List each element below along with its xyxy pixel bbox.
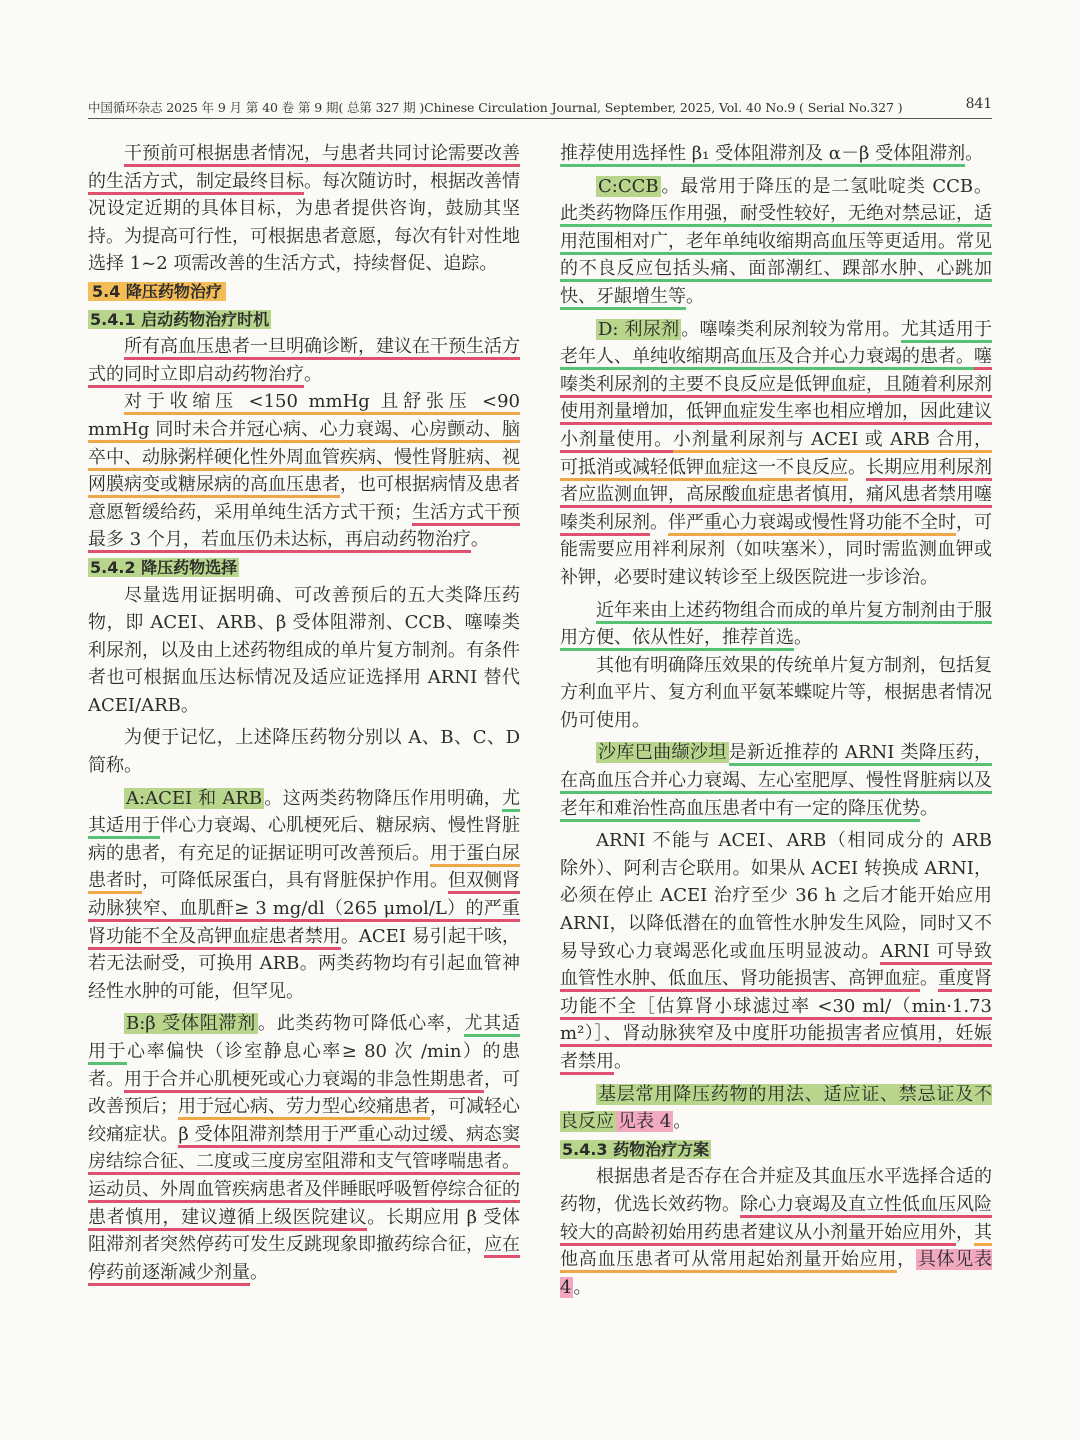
treatment-plan-paragraph: 根据患者是否存在合并症及其血压水平选择合适的药物，优选长效药物。除心力衰竭及直立性低血压风险较大的高龄初始用药患者建议从小剂量开始应用外，其他高血压患者可从常用起始剂量开始应用， 具体见表 4 。 bbox=[560, 1166, 993, 1298]
combination-paragraph: 近年来由上述药物组合而成的单片复方制剂由于服用方便、依从性好，推荐首选。 bbox=[560, 597, 992, 652]
beta-blocker-paragraph: B:β 受体阻滞剂 。此类药物可降低心率，尤其适用于心率偏快（诊室静息心率≥ 80 次 /min）的患者。用于合并心肌梗死或心力衰竭的非急性期患者，可改善预后；用于冠心病、劳力型心绞痛患者，可减轻心绞痛症状。β 受体阻滞剂禁用于严重心动过缓、病态窦房结综合征、二度或三度房室阻滞和支气管哮喘患者。运动员、外周血管疾病患者及伴睡眠呼吸暂停综合征的患者慎用，建议遵循上级医院建议。长期应用 β 受体阻滞剂者突然停药可发生反跳现象即撤药综合征，应在停药前逐渐减少剂量。 bbox=[88, 1010, 520, 1286]
underlined-text: 用于合并心肌梗死或心力衰竭的非急性期患者 bbox=[124, 1069, 484, 1093]
drug-classes-paragraph: 尽量选用证据明确、可改善预后的五大类降压药物，即 ACEI、ARB、β 受体阻滞剂、CCB、噻嗪类利尿剂，以及由上述药物组成的单片复方制剂。有条件者也可根据血压达标情况及适应证选择用 ARNI 替代 ACEI/ARB。 bbox=[88, 584, 520, 716]
acei-arb-paragraph: A:ACEI 和 ARB 。这两类药物降压作用明确，尤其适用于伴心力衰竭、心肌梗死后、糖尿病、慢性肾脏病的患者，有充足的证据证明可改善预后。用于蛋白尿患者时，可降低尿蛋白，具有肾脏保护作用。但双侧肾动脉狭窄、血肌酐≥ 3 mg/dl（265 μmol/L）的严重肾功能不全及高钾血症患者禁用。ACEI 易引起干咳，若无法耐受，可换用 ARB。两类药物均有引起血管神经性水肿的可能，但罕见。 bbox=[88, 787, 521, 1002]
running-header bbox=[88, 96, 992, 119]
underlined-text: 对于收缩压 <150 mmHg 且舒张压 <90 mmHg 同时未合并冠心病、心力衰竭、心房颤动、脑卒中、动脉粥样硬化性外周血管疾病、慢性肾脏病、视网膜病变或糖尿病的高血压患者 bbox=[88, 391, 520, 498]
section-heading-5-4-2: 5.4.2 降压药物选择 bbox=[90, 557, 238, 577]
underlined-text: 近年来由上述药物组合而成的单片复方制剂由于服用方便、依从性好，推荐首选 bbox=[560, 600, 992, 652]
underlined-text: 噻嗪类利尿剂的主要不良反应是低钾血症，且随着利尿剂使用剂量增加，低钾血症发生率也相应增加，因此建议小剂量使用。 bbox=[560, 346, 992, 453]
arni-paragraph: 沙库巴曲缬沙坦 是新近推荐的 ARNI 类降压药，在高血压合并心力衰竭、左心室肥厚、慢性肾脏病以及老年和难治性高血压患者中有一定的降压优势。 bbox=[560, 739, 992, 822]
underlined-text: β 受体阻滞剂禁用于严重心动过缓、病态窦房结综合征、二度或三度房室阻滞和支气管哮喘患者。运动员、外周血管疾病患者及伴睡眠呼吸暂停综合征的患者慎用，建议遵循上级医院建议 bbox=[88, 1124, 520, 1231]
underlined-text: 尤其适用于老年人、单纯收缩期高血压及合并心力衰竭的患者。 bbox=[560, 319, 992, 371]
highlight-label: D: 利尿剂 bbox=[598, 318, 680, 340]
deferral-paragraph: 对于收缩压 <150 mmHg 且舒张压 <90 mmHg 同时未合并冠心病、心力衰竭、心房颤动、脑卒中、动脉粥样硬化性外周血管疾病、慢性肾脏病、视网膜病变或糖尿病的高血压患者，也可根据病情及患者意愿暂缓给药，采用单纯生活方式干预；生活方式干预最多 3 个月，若血压仍未达标，再启动药物治疗。 bbox=[88, 388, 520, 554]
underlined-text: 但双侧肾动脉狭窄、血肌酐≥ 3 mg/dl（265 μmol/L）的严重肾功能不全及高钾血症患者禁用 bbox=[88, 870, 520, 949]
highlight-label: C:CCB bbox=[598, 175, 659, 197]
underlined-text: 除心力衰竭及直立性低血压风险较大的高龄初始用药患者建议从小剂量开始应用外 bbox=[560, 1194, 992, 1246]
highlight-table-ref: 见表 4 bbox=[618, 1111, 672, 1133]
section-heading-5-4: 5.4 降压药物治疗 bbox=[88, 278, 520, 306]
underlined-text: 其他高血压患者可从常用起始剂量开始应用 bbox=[560, 1222, 992, 1274]
section-heading-5-4-1: 5.4.1 启动药物治疗时机 bbox=[90, 309, 270, 329]
start-treatment-paragraph: 所有高血压患者一旦明确诊断，建议在干预生活方式的同时立即启动药物治疗。 bbox=[88, 333, 520, 388]
left-column bbox=[88, 140, 520, 1286]
underlined-text: 是新近推荐的 ARNI 类降压药，在高血压合并心力衰竭、左心室肥厚、慢性肾脏病以及老年和难治性高血压患者中有一定的降压优势 bbox=[560, 742, 992, 821]
right-column bbox=[560, 140, 992, 1301]
underlined-text: 伴严重心力衰竭或慢性肾功能不全时 bbox=[668, 512, 956, 536]
abbreviation-paragraph: 为便于记忆，上述降压药物分别以 A、B、C、D 简称。 bbox=[88, 727, 520, 777]
arni-caution-paragraph: ARNI 不能与 ACEI、ARB（相同成分的 ARB 除外）、阿利吉仑联用。如果从 ACEI 转换成 ARNI，必须在停止 ACEI 治疗至少 36 h 之后才能开始应用 ARNI，以降低潜在的血管性水肿发生风险，同时又不易导致心力衰竭恶化或血压明显波动。ARNI 可导致血管性水肿、低血压、肾功能损害、高钾血症。重度肾功能不全［估算肾小球滤过率 <30 ml/（min·1.73 m²）］、肾动脉狭窄及中度肝功能损害者应慎用，妊娠者禁用。 bbox=[560, 827, 992, 1075]
journal-citation: 中国循环杂志 2025 年 9 月 第 40 卷 第 9 期( 总第 327 期 )Chinese Circulation Journal, September, 2025, Vol. 40 No.9 ( Serial No.327 ) bbox=[88, 100, 903, 115]
underlined-text: 尤其适用于 bbox=[88, 788, 520, 840]
table-reference-paragraph: 基层常用降压药物的用法、适应证、禁忌证及不良反应 见表 4 。 bbox=[560, 1083, 992, 1133]
diuretic-paragraph: D: 利尿剂 。噻嗪类利尿剂较为常用。尤其适用于老年人、单纯收缩期高血压及合并心力衰竭的患者。噻嗪类利尿剂的主要不良反应是低钾血症，且随着利尿剂使用剂量增加，低钾血症发生率也相应增加，因此建议小剂量使用。小剂量利尿剂与 ACEI 或 ARB 合用，可抵消或减轻低钾血症这一不良反应。长期应用利尿剂者应监测血钾，高尿酸血症患者慎用，痛风患者禁用噻嗪类利尿剂。伴严重心力衰竭或慢性肾功能不全时，可能需要应用袢利尿剂（如呋塞米），同时需监测血钾或补钾，必要时建议转诊至上级医院进一步诊治。 bbox=[560, 318, 993, 588]
underlined-text: 尤其适用于 bbox=[88, 1013, 520, 1065]
underlined-text: 生活方式干预最多 3 个月，若血压仍未达标，再启动药物治疗 bbox=[88, 502, 520, 554]
underlined-text: 所有高血压患者一旦明确诊断，建议在干预生活方式的同时立即启动药物治疗 bbox=[88, 336, 520, 388]
body-text: 。每次随访时，根据改善情况设定近期的具体目标，为患者提供咨询，鼓励其坚持。为提高可行性，可根据患者意愿，每次有针对性地选择 1~2 项需改善的生活方式，持续督促、追踪。 bbox=[88, 170, 520, 275]
underlined-text: 此类药物降压作用强，耐受性较好，无绝对禁忌证，适用范围相对广，老年单纯收缩期高血压等更适用。常见的不良反应包括头痛、面部潮红、踝部水肿、心跳加快、牙龈增生等 bbox=[560, 203, 992, 310]
underlined-text: 重度肾功能不全［估算肾小球滤过率 <30 ml/（min·1.73 m²）］、肾动脉狭窄及中度肝功能损害者应慎用，妊娠者禁用 bbox=[560, 968, 992, 1075]
section-heading-5-4-3: 5.4.3 药物治疗方案 bbox=[562, 1139, 710, 1159]
beta-selective-paragraph: 推荐使用选择性 β₁ 受体阻滞剂及 α－β 受体阻滞剂。 bbox=[560, 140, 992, 168]
highlight-table-ref: 具体见表 4 bbox=[560, 1249, 993, 1298]
underlined-text: 干预前可根据患者情况，与患者共同讨论需要改善的生活方式，制定最终目标 bbox=[88, 143, 520, 195]
highlight-text: 基层常用降压药物的用法、适应证、禁忌证及不良反应 bbox=[560, 1083, 992, 1133]
highlight-label: A:ACEI 和 ARB bbox=[126, 787, 263, 809]
highlight-label: 沙库巴曲缬沙坦 bbox=[598, 742, 727, 764]
lifestyle-paragraph bbox=[88, 140, 520, 278]
underlined-text: 推荐使用选择性 β₁ 受体阻滞剂及 α－β 受体阻滞剂 bbox=[560, 143, 965, 167]
underlined-text: ARNI 可导致血管性水肿、低血压、肾功能损害、高钾血症 bbox=[560, 941, 992, 993]
traditional-combination-paragraph: 其他有明确降压效果的传统单片复方制剂，包括复方利血平片、复方利血平氨苯蝶啶片等，根据患者情况仍可使用。 bbox=[560, 654, 992, 731]
page-number: 841 bbox=[965, 96, 992, 112]
underlined-text: 长期应用利尿剂者应监测血钾，高尿酸血症患者慎用，痛风患者禁用噻嗪类利尿剂 bbox=[560, 457, 992, 536]
underlined-text: 用于蛋白尿患者时 bbox=[88, 843, 520, 895]
underlined-text: 用于冠心病、劳力型心绞痛患者 bbox=[178, 1096, 430, 1120]
underlined-text: 应在停药前逐渐减少剂量 bbox=[88, 1234, 520, 1286]
ccb-paragraph: C:CCB 。最常用于降压的是二氢吡啶类 CCB。此类药物降压作用强，耐受性较好，无绝对禁忌证，适用范围相对广，老年单纯收缩期高血压等更适用。常见的不良反应包括头痛、面部潮红、踝部水肿、心跳加快、牙龈增生等。 bbox=[560, 173, 992, 311]
underlined-text: 小剂量利尿剂与 ACEI 或 ARB 合用，可抵消或减轻低钾血症这一不良反应 bbox=[560, 429, 992, 481]
highlight-label: B:β 受体阻滞剂 bbox=[126, 1013, 257, 1035]
